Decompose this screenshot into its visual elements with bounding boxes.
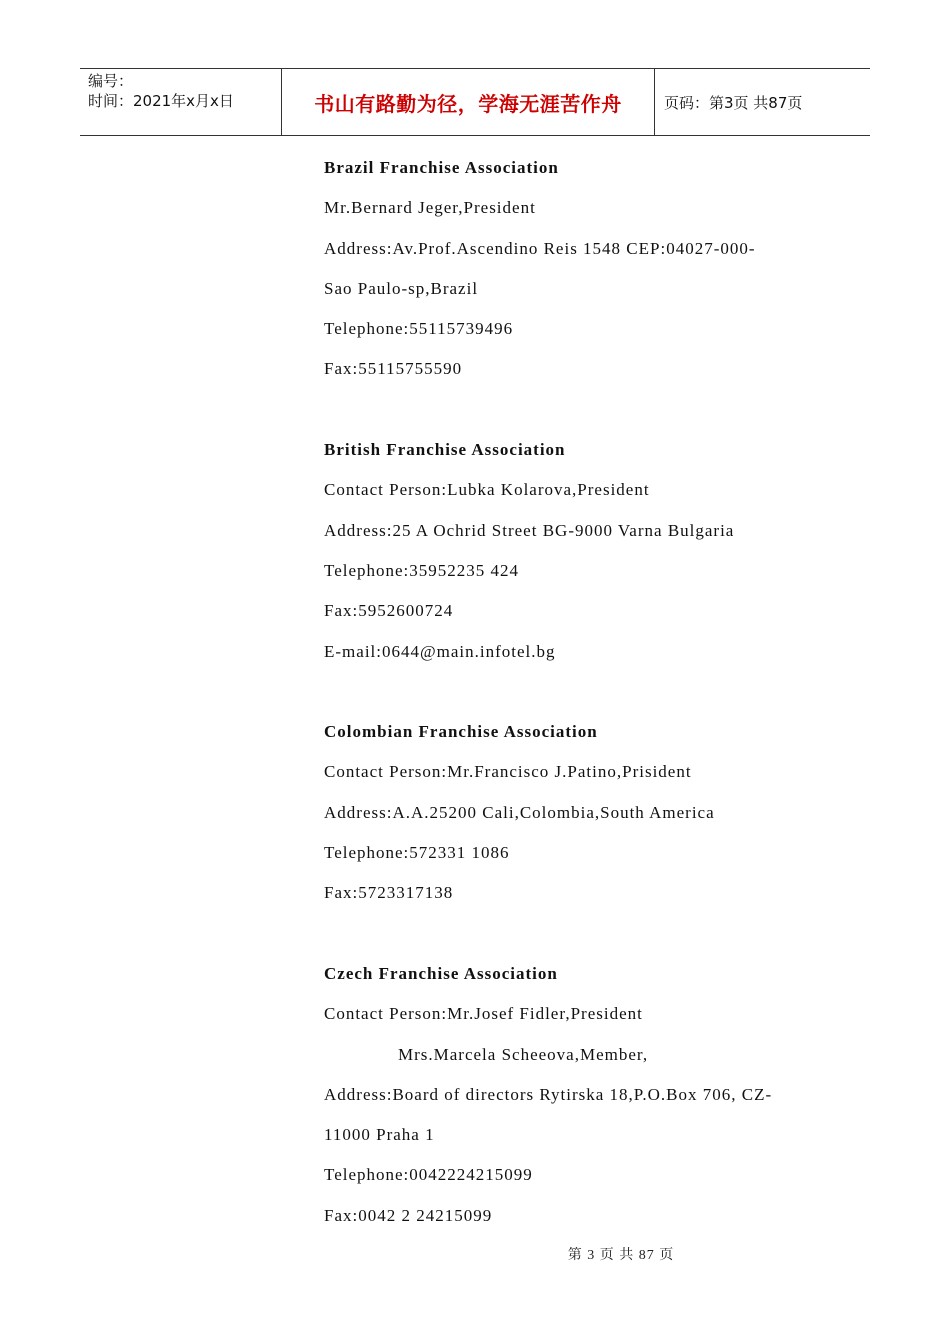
entry-line: Fax:0042 2 24215099 xyxy=(324,1205,493,1225)
document-body xyxy=(324,148,814,1236)
entry-line: Sao Paulo-sp,Brazil xyxy=(324,278,479,298)
entry-line: Address:Board of directors Rytirska 18,P.O.Box 706, CZ- xyxy=(324,1084,773,1104)
entry-line: Contact Person:Lubka Kolarova,President xyxy=(324,480,650,500)
entry-title-colombian: Colombian Franchise Association xyxy=(324,722,598,742)
entry-line: Address:Av.Prof.Ascendino Reis 1548 CEP:04027-000- xyxy=(324,238,756,258)
section-gap xyxy=(324,914,814,954)
page-footer: 第 3 页 共 87 页 xyxy=(567,1248,675,1263)
serial-label: 编号： xyxy=(88,72,134,90)
entry-line: Mrs.Marcela Scheeova,Member, xyxy=(398,1044,649,1064)
entry-line: Telephone:35952235 424 xyxy=(324,560,520,580)
header-meta xyxy=(80,69,281,135)
section-gap xyxy=(324,390,814,430)
page-header xyxy=(80,68,870,136)
entry-line: Mr.Bernard Jeger,President xyxy=(324,198,536,218)
entry-line: Fax:5952600724 xyxy=(324,601,454,621)
entry-line: Address:25 A Ochrid Street BG-9000 Varna Bulgaria xyxy=(324,520,735,540)
entry-title-brazil: Brazil Franchise Association xyxy=(324,158,559,177)
entry-line: Telephone:572331 1086 xyxy=(324,843,510,863)
entry-line: Telephone:55115739496 xyxy=(324,319,514,339)
entry-line: Fax:5723317138 xyxy=(324,883,454,903)
entry-line: Address:A.A.25200 Cali,Colombia,South America xyxy=(324,802,715,822)
entry-line: E-mail:0644@main.infotel.bg xyxy=(324,641,556,661)
entry-title-british: British Franchise Association xyxy=(324,440,566,460)
section-gap xyxy=(324,672,814,712)
header-motto: 书山有路勤为径，学海无涯苦作舟 xyxy=(281,69,655,135)
entry-line: Fax:55115755590 xyxy=(324,359,463,379)
date-label: 时间：2021年x月x日 xyxy=(88,92,234,110)
entry-line: Contact Person:Mr.Josef Fidler,President xyxy=(324,1004,643,1024)
entry-line: Telephone:0042224215099 xyxy=(324,1165,533,1185)
header-page-info: 页码：第3页 共87页 xyxy=(664,93,803,112)
entry-line: 11000 Praha 1 xyxy=(324,1125,435,1145)
entry-line: Contact Person:Mr.Francisco J.Patino,Prisident xyxy=(324,762,692,782)
entry-title-czech: Czech Franchise Association xyxy=(324,963,558,983)
